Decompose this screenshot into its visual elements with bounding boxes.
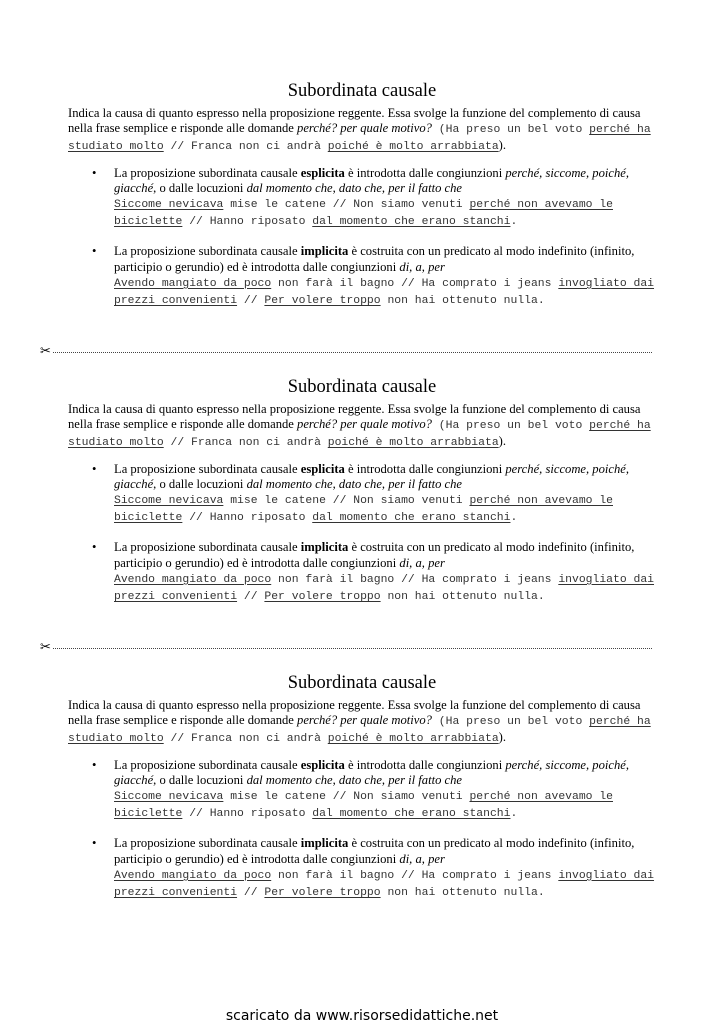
- scissors-icon: ✂: [40, 640, 51, 655]
- cut-line: [40, 641, 652, 655]
- list-item-implicita: • La proposizione subordinata causale implicita è costruita con un predicato al modo indefinito (infinito, participio o gerundio) ed è introdotta dalle congiunzioni di, a, per Avendo mangiato da poco non farà il bagno // Ha comprato i jeans invogliato dai prezzi convenienti // Per volere troppo non hai ottenuto nulla.: [92, 244, 655, 308]
- bullet: •: [92, 540, 97, 555]
- intro-paragraph: Indica la causa di quanto espresso nella proposizione reggente. Essa svolge la funzione del complemento di causa nella frase semplice e risponde alle domande perché? per quale motivo? (Ha preso un bel voto perché ha studiato molto // Franca non ci andrà poiché è molto arrabbiata).: [68, 698, 651, 746]
- section-1: [68, 80, 656, 309]
- section-title: Subordinata causale: [287, 377, 437, 397]
- list-item-esplicita: • La proposizione subordinata causale esplicita è introdotta dalle congiunzioni perché, siccome, poiché, giacché, o dalle locuzioni dal momento che, dato che, per il fatto che Siccome nevicava mise le catene // Non siamo venuti perché non avevamo le biciclette // Hanno riposato dal momento che erano stanchi.: [92, 165, 630, 229]
- bullet: •: [92, 165, 97, 180]
- intro-paragraph: Indica la causa di quanto espresso nella proposizione reggente. Essa svolge la funzione del complemento di causa nella frase semplice e risponde alle domande perché? per quale motivo? (Ha preso un bel voto perché ha studiato molto // Franca non ci andrà poiché è molto arrabbiata).: [68, 106, 651, 154]
- list-item-esplicita: • La proposizione subordinata causale esplicita è introdotta dalle congiunzioni perché, siccome, poiché, giacché, o dalle locuzioni dal momento che, dato che, per il fatto che Siccome nevicava mise le catene // Non siamo venuti perché non avevamo le biciclette // Hanno riposato dal momento che erano stanchi.: [92, 461, 630, 525]
- bullet: •: [92, 461, 97, 476]
- list-item-esplicita: • La proposizione subordinata causale esplicita è introdotta dalle congiunzioni perché, siccome, poiché, giacché, o dalle locuzioni dal momento che, dato che, per il fatto che Siccome nevicava mise le catene // Non siamo venuti perché non avevamo le biciclette // Hanno riposato dal momento che erano stanchi.: [92, 757, 630, 821]
- dotted-divider: [53, 352, 652, 353]
- section-2: [68, 376, 656, 605]
- list-item-implicita: • La proposizione subordinata causale implicita è costruita con un predicato al modo indefinito (infinito, participio o gerundio) ed è introdotta dalle congiunzioni di, a, per Avendo mangiato da poco non farà il bagno // Ha comprato i jeans invogliato dai prezzi convenienti // Per volere troppo non hai ottenuto nulla.: [92, 540, 655, 604]
- bullet: •: [92, 757, 97, 772]
- list-item-implicita: • La proposizione subordinata causale implicita è costruita con un predicato al modo indefinito (infinito, participio o gerundio) ed è introdotta dalle congiunzioni di, a, per Avendo mangiato da poco non farà il bagno // Ha comprato i jeans invogliato dai prezzi convenienti // Per volere troppo non hai ottenuto nulla.: [92, 836, 655, 900]
- section-3: [68, 672, 656, 901]
- section-title: Subordinata causale: [287, 673, 437, 693]
- footer-source: scaricato da www.risorsedidattiche.net: [225, 1008, 499, 1024]
- dotted-divider: [53, 648, 652, 649]
- intro-paragraph: Indica la causa di quanto espresso nella proposizione reggente. Essa svolge la funzione del complemento di causa nella frase semplice e risponde alle domande perché? per quale motivo? (Ha preso un bel voto perché ha studiato molto // Franca non ci andrà poiché è molto arrabbiata).: [68, 402, 651, 450]
- bullet: •: [92, 836, 97, 851]
- scissors-icon: ✂: [40, 344, 51, 359]
- section-title: Subordinata causale: [287, 81, 437, 101]
- cut-line: [40, 345, 652, 359]
- bullet: •: [92, 244, 97, 259]
